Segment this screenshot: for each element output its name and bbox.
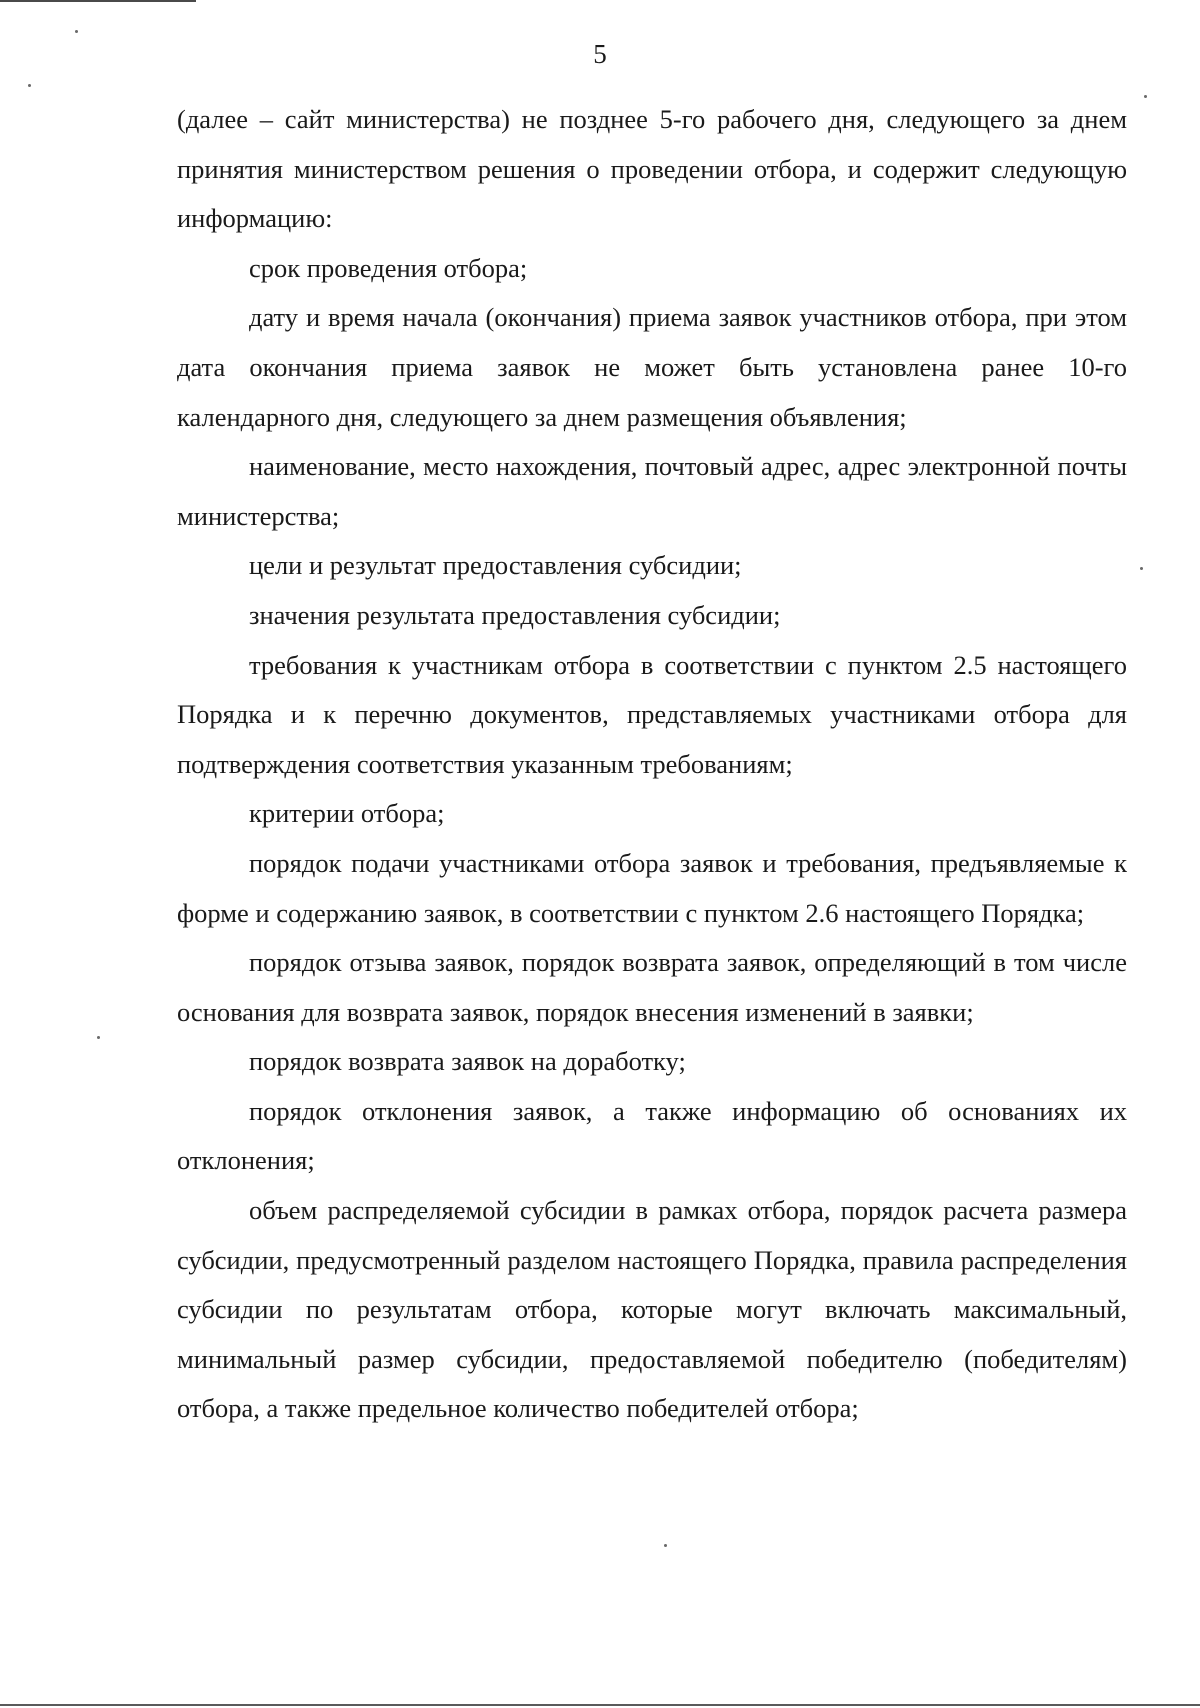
- paragraph: цели и результат предоставления субсидии;: [249, 550, 742, 581]
- paragraph: наименование, место нахождения, почтовый адрес, адрес электронной почты министерства;: [177, 451, 1127, 531]
- scan-speck: [75, 30, 78, 33]
- paragraph: объем распределяемой субсидии в рамках отбора, порядок расчета размера субсидии, предусмотренный разделом настоящего Порядка, правила распределения субсидии по результатам отбора, которые могут включать максимальный, минимальный размер субсидии, предоставляемой победителю (победителям) отбора, а также предельное количество победителей отбора;: [177, 1195, 1127, 1424]
- paragraph: (далее – сайт министерства) не позднее 5-го рабочего дня, следующего за днем принятия министерством решения о проведении отбора, и содержит следующую информацию:: [177, 104, 1127, 234]
- scan-speck: [1140, 567, 1143, 570]
- document-body: [177, 95, 1127, 1434]
- scan-speck: [664, 1544, 667, 1547]
- paragraph: срок проведения отбора;: [249, 252, 528, 283]
- page-number: 5: [593, 39, 607, 69]
- scan-speck: [28, 84, 31, 87]
- paragraph: порядок подачи участниками отбора заявок и требования, предъявляемые к форме и содержанию заявок, в соответствии с пунктом 2.6 настоящего Порядка;: [177, 847, 1127, 928]
- paragraph: порядок отзыва заявок, порядок возврата заявок, определяющий в том числе основания для возврата заявок, порядок внесения изменений в заявки;: [177, 947, 1127, 1027]
- paragraph: дату и время начала (окончания) приема заявок участников отбора, при этом дата окончания приема заявок не может быть установлена ранее 10-го календарного дня, следующего за днем размещения объявления;: [177, 302, 1127, 432]
- scan-edge-bottom: [0, 1704, 1200, 1706]
- paragraph: критерии отбора;: [249, 798, 445, 829]
- scan-speck: [97, 1036, 100, 1039]
- scan-speck: [1144, 95, 1147, 98]
- paragraph: требования к участникам отбора в соответствии с пунктом 2.5 настоящего Порядка и к перечню документов, представляемых участниками отбора для подтверждения соответствия указанным требованиям;: [177, 649, 1127, 779]
- paragraph: значения результата предоставления субсидии;: [249, 599, 781, 630]
- paragraph: порядок отклонения заявок, а также информацию об основаниях их отклонения;: [177, 1095, 1127, 1176]
- scan-edge-top: [0, 0, 196, 2]
- paragraph: порядок возврата заявок на доработку;: [249, 1046, 686, 1077]
